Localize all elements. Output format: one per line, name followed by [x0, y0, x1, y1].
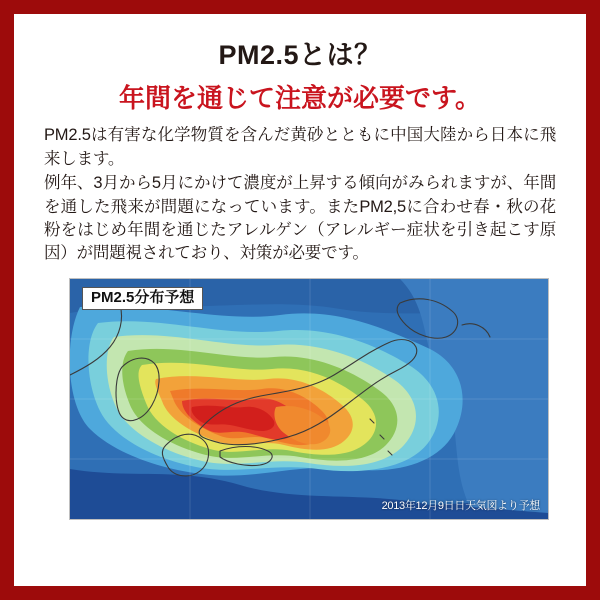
map-credit-text: 2013年12月9日日天気図より予想	[381, 499, 540, 512]
body-paragraph-1: PM2.5は有害な化学物質を含んだ黄砂とともに中国大陸から日本に飛来します。	[44, 126, 556, 168]
content-area	[14, 14, 586, 586]
frame-border-top	[0, 0, 600, 14]
frame-border-bottom	[0, 586, 600, 600]
map-graphic	[70, 279, 548, 519]
body-paragraph-2: 例年、3月から5月にかけて濃度が上昇する傾向がみられますが、年間を通した飛来が問題になっています。またPM2,5に合わせ春・秋の花粉をはじめ年間を通じたアレルゲン（アレルギー症状を引き起こす原因）が問題視されており、対策が必要です。	[44, 174, 556, 263]
frame-border-left	[0, 0, 14, 600]
page-title: PM2.5とは？	[218, 40, 382, 70]
headline-text: 年間を通じて注意が必要です。	[119, 83, 481, 114]
map-title-label: PM2.5分布予想	[82, 287, 203, 311]
body-copy	[44, 124, 556, 266]
pm25-distribution-map	[69, 278, 549, 520]
frame-border-right	[586, 0, 600, 600]
